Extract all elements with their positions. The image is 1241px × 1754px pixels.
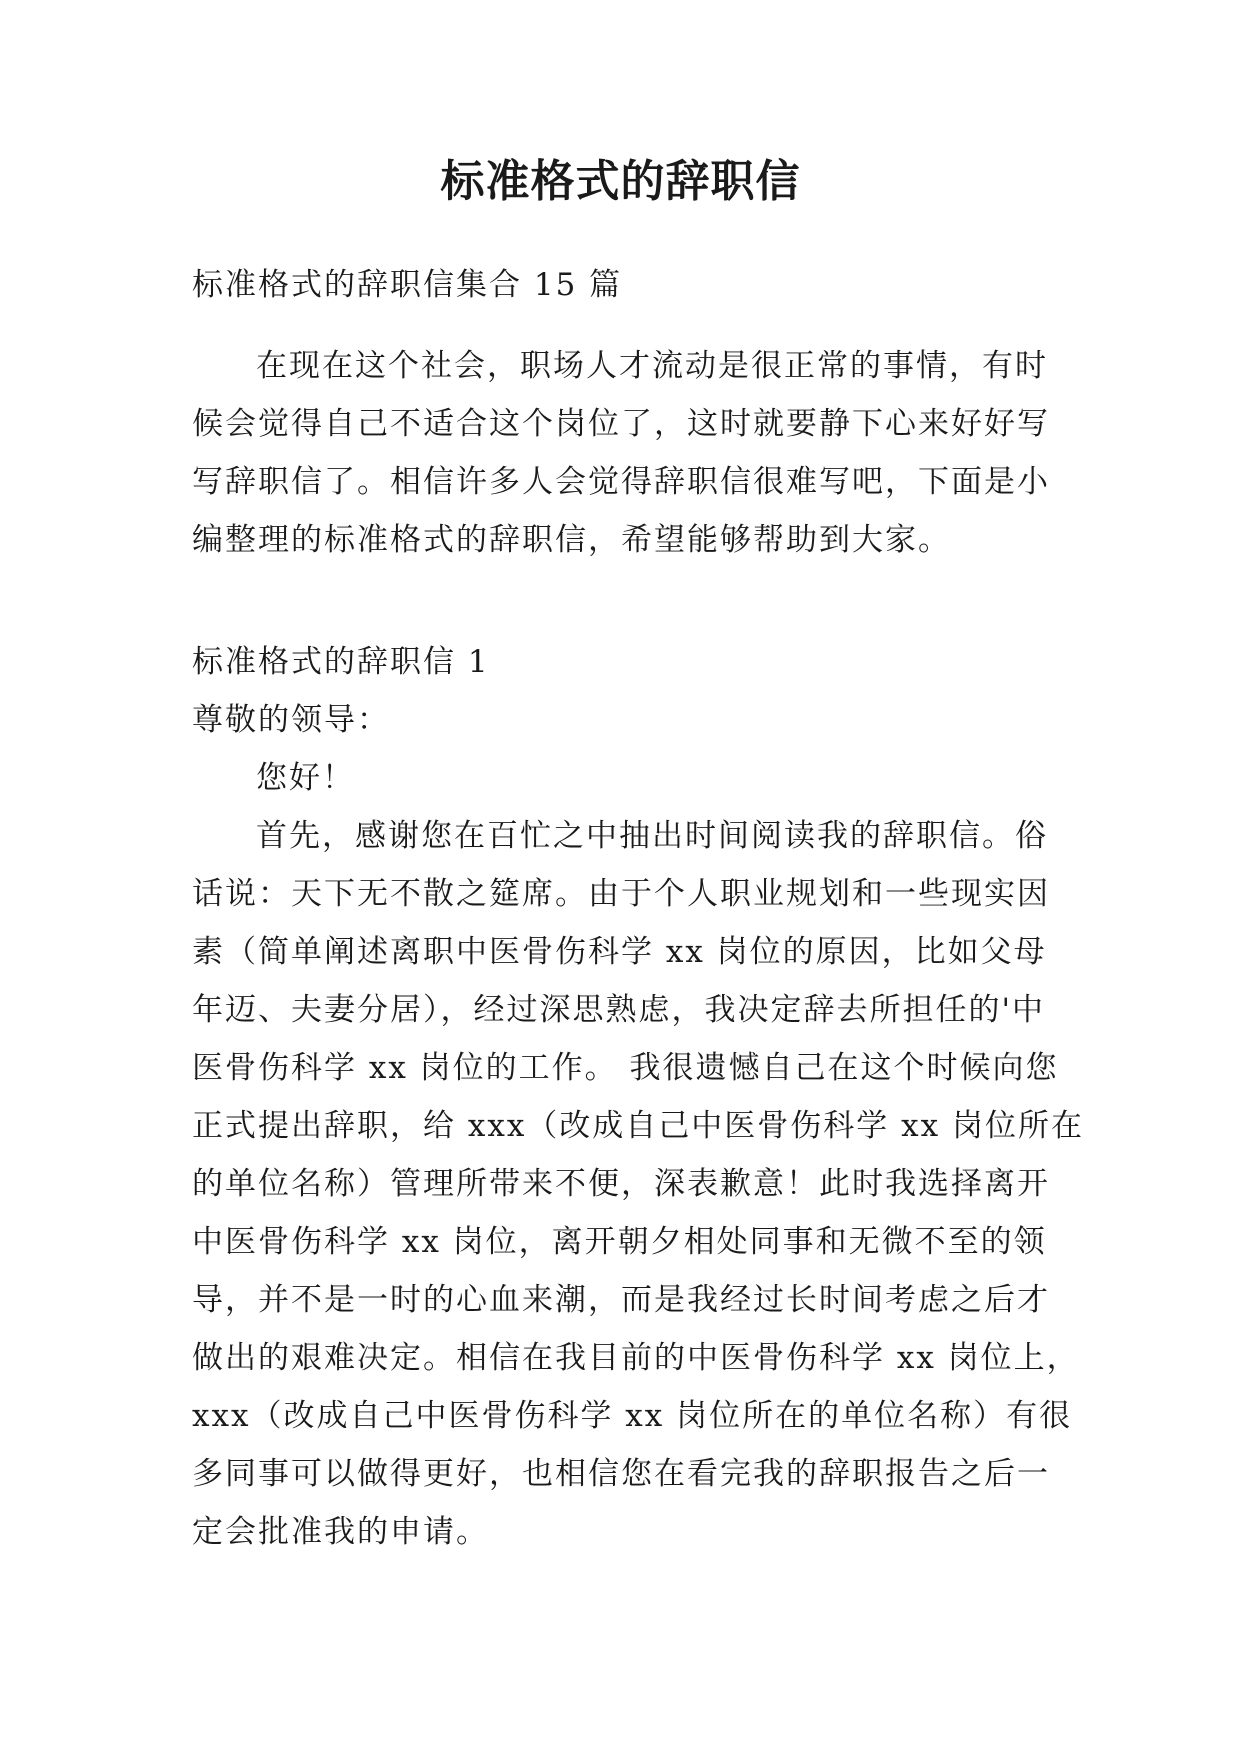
letter-greeting: 您好！ (256, 760, 355, 796)
paragraph-line: 导，并不是一时的心血来潮，而是我经过长时间考虑之后才 (192, 1282, 1050, 1318)
paragraph-line: 中医骨伤科学 xx 岗位，离开朝夕相处同事和无微不至的领 (192, 1224, 1047, 1260)
paragraph-line: 的单位名称）管理所带来不便，深表歉意！此时我选择离开 (192, 1166, 1050, 1202)
intro-paragraph (192, 337, 1062, 569)
section-heading: 标准格式的辞职信 1 (192, 644, 490, 680)
paragraph-line: 定会批准我的申请。 (192, 1514, 489, 1550)
paragraph-line: 年迈、夫妻分居），经过深思熟虑，我决定辞去所担任的'中 (192, 992, 1046, 1028)
paragraph-line: 话说：天下无不散之筵席。由于个人职业规划和一些现实因 (192, 876, 1050, 912)
paragraph-line: xxx（改成自己中医骨伤科学 xx 岗位所在的单位名称）有很 (192, 1398, 1073, 1434)
paragraph-line: 素（简单阐述离职中医骨伤科学 xx 岗位的原因，比如父母 (192, 934, 1047, 970)
paragraph-line: 医骨伤科学 xx 岗位的工作。 我很遗憾自己在这个时候向您 (192, 1050, 1059, 1086)
subtitle-line: 标准格式的辞职信集合 15 篇 (192, 267, 623, 303)
document-title: 标准格式的辞职信 (440, 156, 801, 207)
paragraph-line: 首先，感谢您在百忙之中抽出时间阅读我的辞职信。俗 (256, 818, 1048, 854)
paragraph-line: 正式提出辞职，给 xxx（改成自己中医骨伤科学 xx 岗位所在 (192, 1108, 1084, 1144)
intro-line: 候会觉得自己不适合这个岗位了，这时就要静下心来好好写 (192, 406, 1050, 442)
paragraph-line: 多同事可以做得更好，也相信您在看完我的辞职报告之后一 (192, 1456, 1050, 1492)
intro-line: 写辞职信了。相信许多人会觉得辞职信很难写吧，下面是小 (192, 464, 1050, 500)
letter-section-1 (192, 633, 1084, 1561)
intro-line: 编整理的标准格式的辞职信，希望能够帮助到大家。 (192, 522, 951, 558)
paragraph-line: 做出的艰难决定。相信在我目前的中医骨伤科学 xx 岗位上， (192, 1340, 1080, 1376)
letter-salutation: 尊敬的领导： (192, 702, 390, 738)
intro-line: 在现在这个社会，职场人才流动是很正常的事情，有时 (256, 348, 1048, 384)
collection-subtitle (192, 256, 1062, 314)
